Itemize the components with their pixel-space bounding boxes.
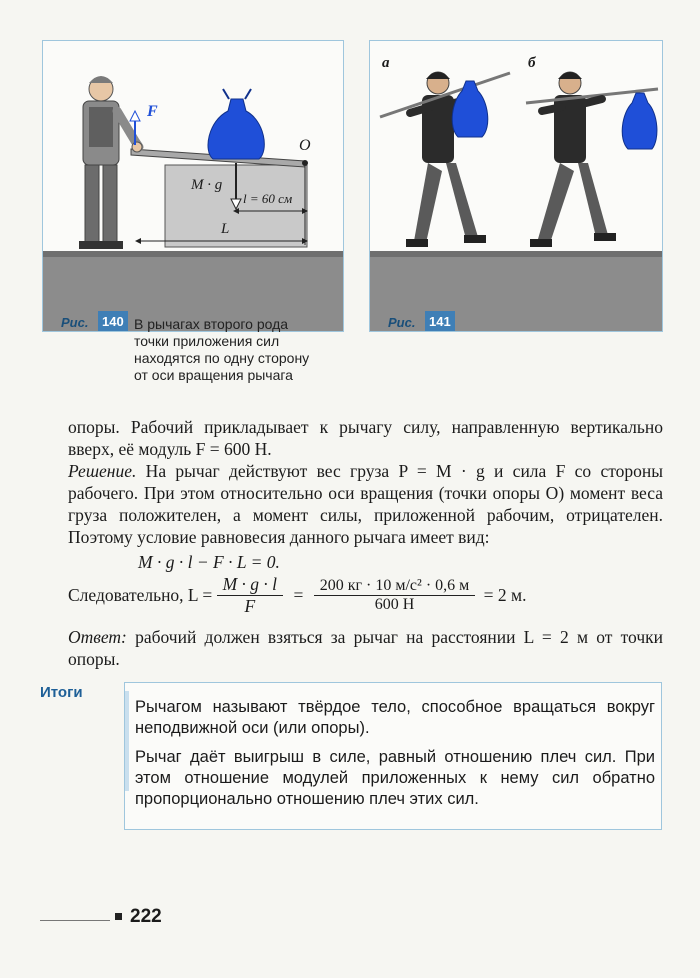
solution-label: Решение. bbox=[68, 461, 137, 481]
equilibrium-equation: M · g · l − F · L = 0. bbox=[138, 552, 280, 572]
pivot-label: O bbox=[299, 137, 311, 154]
figure-141 bbox=[369, 40, 663, 332]
figure-141-number: 141 bbox=[425, 311, 455, 332]
figure-140-number: 140 bbox=[98, 311, 128, 332]
worker-figure bbox=[79, 76, 142, 249]
summary-paragraph-1: Рычагом называют твёрдое тело, способное вращаться вокруг неподвижной оси (или опоры). bbox=[135, 698, 655, 737]
panel-a-label: а bbox=[382, 55, 390, 71]
equals-sign: = bbox=[293, 585, 304, 605]
figure-141-prefix: Рис. bbox=[388, 315, 416, 330]
figure-140 bbox=[42, 40, 344, 332]
force-label: F bbox=[147, 103, 158, 120]
panel-b-label: б bbox=[528, 55, 536, 71]
bag-b-icon bbox=[622, 93, 657, 149]
therefore-text: Следовательно, L = bbox=[68, 585, 213, 605]
summary-paragraph-2: Рычаг даёт выигрыш в силе, равный отношению плеч сил. При этом отношение модулей приложенных к нему сил обратно пропорционально отношению плеч этих сил. bbox=[135, 748, 655, 808]
weight-label: M · g bbox=[191, 177, 223, 193]
page-rule bbox=[40, 920, 110, 921]
summary-heading: Итоги bbox=[40, 684, 83, 701]
short-arm-label: l = 60 см bbox=[243, 191, 293, 206]
figure-141-illustration bbox=[370, 41, 662, 331]
result-text: = 2 м. bbox=[483, 585, 527, 605]
summary-box bbox=[124, 682, 662, 830]
paragraph-givens: опоры. Рабочий прикладывает к рычагу силу, направленную вертикально вверх, её модуль F = 600 Н. bbox=[68, 417, 663, 459]
paragraph-solution: Решение. На рычаг действуют вес груза P = M · g и сила F со стороны рабочего. При этом относительно оси вращения (точки опоры O) момент веса груза положителен, а момент силы, приложенной рабочим, отрицателен. Поэтому условие равновесия данного рычага имеет вид: bbox=[68, 461, 663, 547]
man-panel-a bbox=[380, 72, 510, 247]
figure-140-prefix: Рис. bbox=[61, 315, 89, 330]
figure-140-caption: В рычагах второго рода точки приложения сил находятся по одну сторону от оси вращения рычага bbox=[134, 316, 310, 383]
fraction-numeric: $\frac{\text{200 кг · 10 м/с² · 0,6 м}}{600 Н}$ bbox=[314, 577, 476, 614]
long-arm-label: L bbox=[221, 221, 230, 237]
man-panel-b bbox=[526, 72, 658, 247]
paragraph-answer: Ответ: рабочий должен взяться за рычаг на расстоянии L = 2 м от точки опоры. bbox=[68, 627, 663, 669]
page-marker bbox=[115, 913, 122, 920]
summary-accent-bar bbox=[125, 691, 129, 791]
fraction-symbolic: $\frac{M \cdot g \cdot l}{F}$ bbox=[217, 574, 283, 617]
calculation-line bbox=[68, 574, 526, 617]
bag-icon bbox=[208, 99, 264, 159]
page-number: 222 bbox=[130, 906, 162, 927]
answer-label: Ответ: bbox=[68, 627, 127, 647]
